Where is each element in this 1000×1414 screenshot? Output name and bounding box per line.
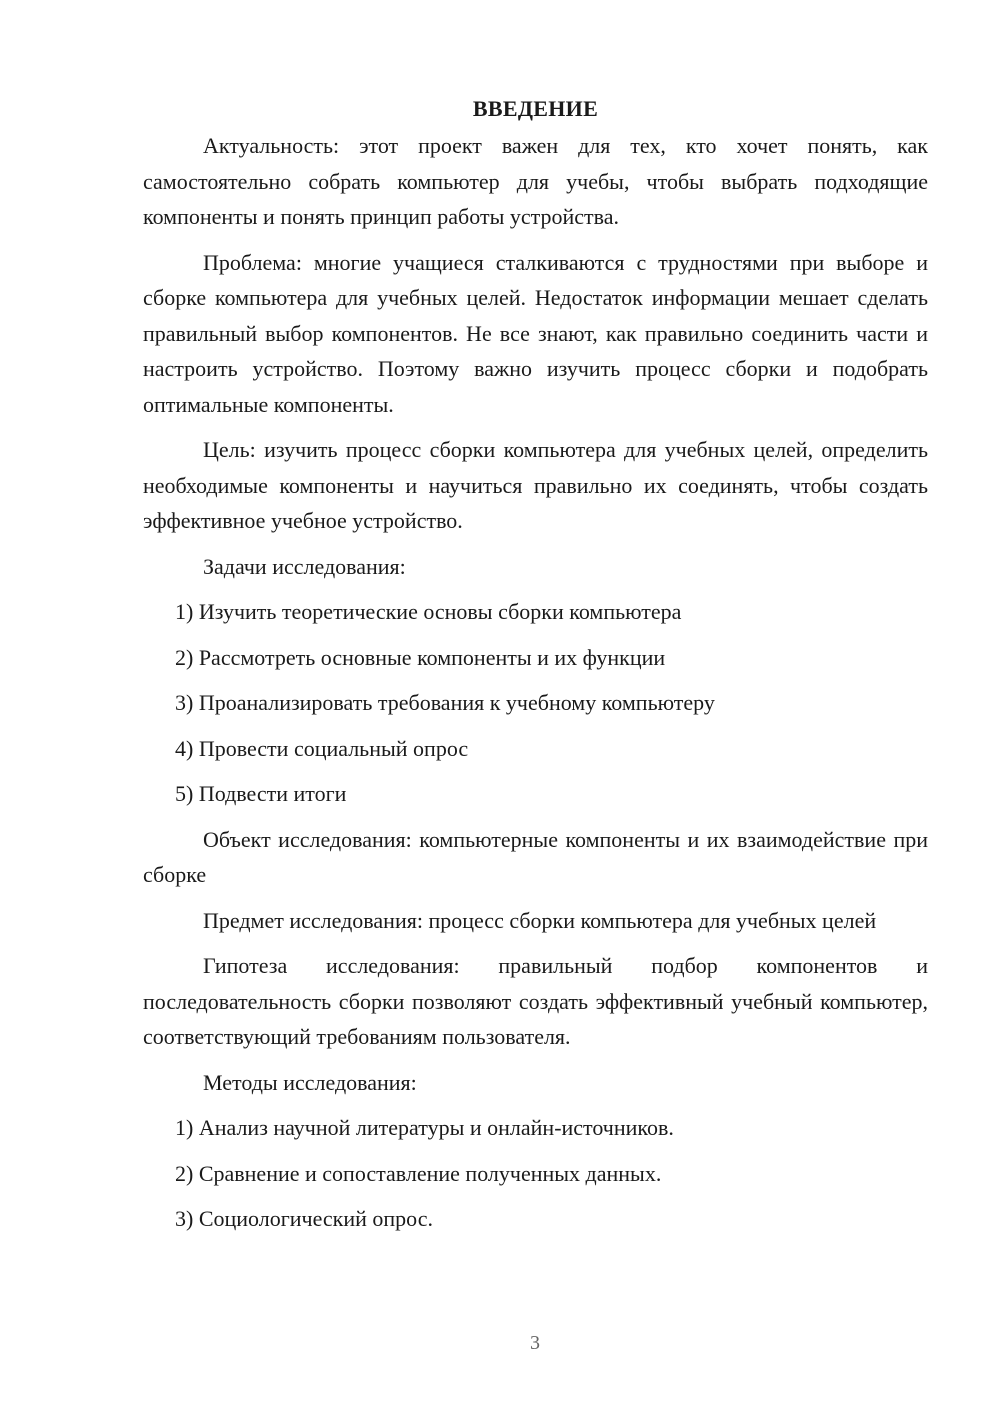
subject-paragraph: Предмет исследования: процесс сборки компьютера для учебных целей bbox=[203, 907, 877, 933]
task-item: 2) Рассмотреть основные компоненты и их функции bbox=[175, 644, 666, 670]
problem-paragraph: Проблема: многие учащиеся сталкиваются с трудностями при выборе и сборке компьютера для учебных целей. Недостаток информации мешает сделать правильный выбор компонентов. Не все знают, как правильно соединить части и настроить устройство. Поэтому важно изучить процесс сборки и подобрать оптимальные компоненты. bbox=[143, 249, 928, 417]
section-title: ВВЕДЕНИЕ bbox=[472, 96, 599, 121]
method-item: 2) Сравнение и сопоставление полученных данных. bbox=[175, 1160, 662, 1186]
task-item: 1) Изучить теоретические основы сборки компьютера bbox=[175, 599, 682, 624]
page-number: 3 bbox=[530, 1332, 540, 1354]
tasks-label: Задачи исследования: bbox=[203, 553, 406, 579]
relevance-paragraph: Актуальность: этот проект важен для тех, кто хочет понять, как самостоятельно собрать компьютер для учебы, чтобы выбрать подходящие компоненты и понять принцип работы устройства. bbox=[143, 133, 928, 229]
methods-label: Методы исследования: bbox=[203, 1069, 417, 1095]
object-paragraph: Объект исследования: компьютерные компоненты и их взаимодействие при сборке bbox=[143, 826, 928, 887]
method-item: 1) Анализ научной литературы и онлайн-источников. bbox=[175, 1115, 674, 1140]
goal-paragraph: Цель: изучить процесс сборки компьютера для учебных целей, определить необходимые компоненты и научиться правильно их соединять, чтобы создать эффективное учебное устройство. bbox=[143, 437, 928, 533]
document-page bbox=[143, 92, 928, 1247]
task-item: 4) Провести социальный опрос bbox=[175, 735, 469, 761]
hypothesis-paragraph: Гипотеза исследования: правильный подбор компонентов и последовательность сборки позволяют создать эффективный учебный компьютер, соответствующий требованиям пользователя. bbox=[143, 953, 928, 1049]
task-item: 3) Проанализировать требования к учебному компьютеру bbox=[175, 690, 715, 715]
task-item: 5) Подвести итоги bbox=[175, 781, 347, 806]
method-item: 3) Социологический опрос. bbox=[175, 1206, 433, 1231]
